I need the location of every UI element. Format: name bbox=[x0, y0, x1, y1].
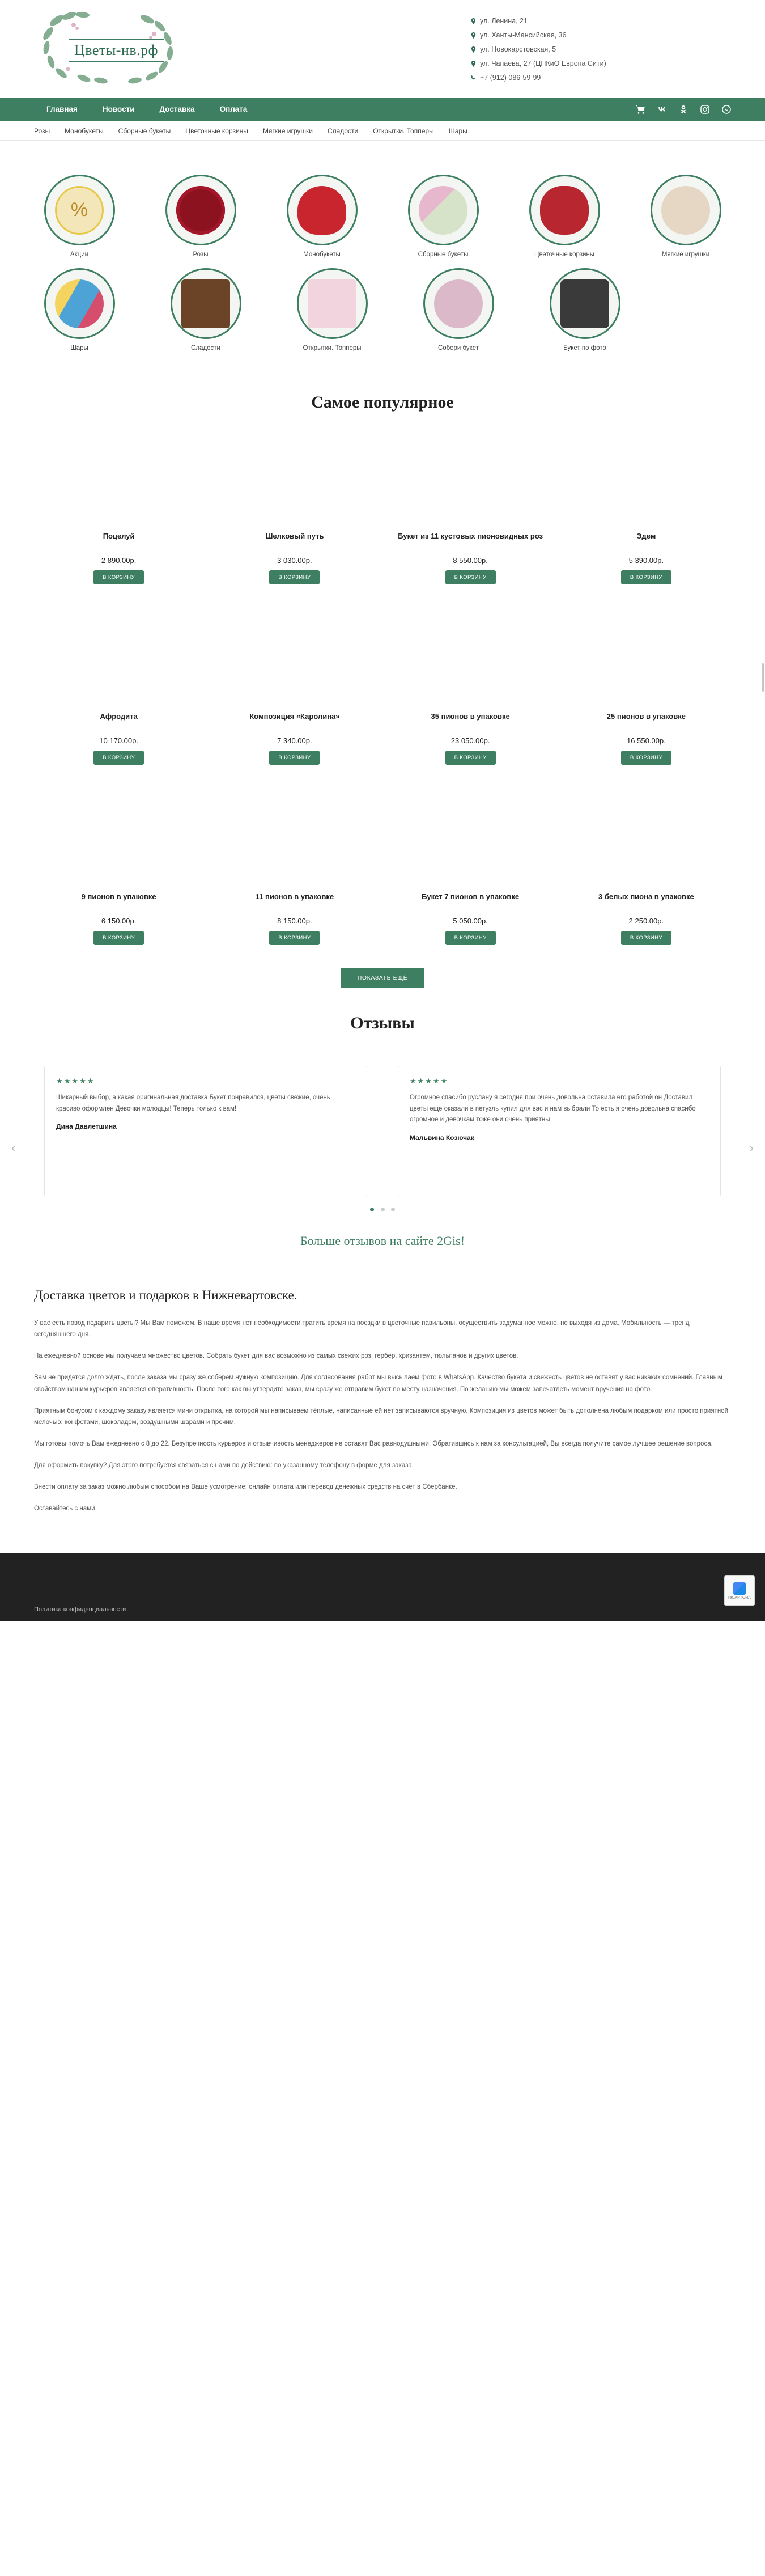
category-label: Сборные букеты bbox=[418, 251, 469, 258]
product-card[interactable] bbox=[210, 784, 379, 945]
subnav-item-monobouquets[interactable]: Монобукеты bbox=[65, 126, 104, 135]
address-row bbox=[470, 60, 731, 67]
product-card[interactable] bbox=[210, 604, 379, 765]
product-price: 2 250.00р. bbox=[628, 917, 664, 925]
build-bouquet-icon bbox=[423, 268, 494, 339]
subnav-item-soft-toys[interactable]: Мягкие игрушки bbox=[262, 126, 313, 135]
review-text: Огромное спасибо руслану я сегодня при очень довольна оставила его работой он Доставил цветы еще оказали в петузль купил для вас и нам выбрали То есть я очень довольна спасибо огромное и девочкам тоже они очень приятны bbox=[410, 1094, 696, 1124]
nav-link-payment[interactable]: Оплата bbox=[219, 105, 248, 113]
subnav-item-mixed-bouquets[interactable]: Сборные букеты bbox=[118, 126, 171, 135]
mixed-glyph bbox=[419, 186, 468, 235]
subnav-item-cards-toppers[interactable]: Открытки. Топперы bbox=[373, 126, 434, 135]
add-to-cart-button[interactable]: В КОРЗИНУ bbox=[94, 751, 144, 765]
category-label: Цветочные корзины bbox=[534, 251, 595, 258]
category-tile-balloons[interactable] bbox=[34, 268, 125, 351]
teddy-bear-icon bbox=[651, 175, 721, 245]
reviews-section bbox=[0, 1039, 765, 1248]
review-card bbox=[398, 1066, 721, 1196]
map-pin-icon bbox=[470, 32, 477, 39]
category-tile-photo-bouquet[interactable] bbox=[539, 268, 630, 351]
main-navigation bbox=[0, 98, 765, 121]
map-pin-icon bbox=[470, 61, 477, 67]
product-name: Афродита bbox=[100, 712, 138, 721]
nav-item-news[interactable] bbox=[90, 98, 147, 121]
product-price: 5 390.00р. bbox=[628, 556, 664, 565]
add-to-cart-button[interactable]: В КОРЗИНУ bbox=[445, 570, 496, 584]
category-tile-promotions[interactable] bbox=[34, 175, 125, 258]
category-tile-build-bouquet[interactable] bbox=[413, 268, 504, 351]
vk-icon[interactable] bbox=[657, 105, 666, 114]
seo-paragraph: На ежедневной основе мы получаем множество цветов. Собрать букет для вас возможно из самых свежих роз, гербер, хризантем, тюльпанов и других цветов. bbox=[34, 1353, 518, 1360]
photo-bouquet-icon bbox=[550, 268, 620, 339]
product-price: 10 170.00р. bbox=[99, 736, 138, 745]
balloons-icon bbox=[44, 268, 115, 339]
greeting-card-icon bbox=[297, 268, 368, 339]
seo-paragraph: Приятным бонусом к каждому заказу является мини открытка, на которой мы написываем тёплые, написанные ей нет записываются вручную. Композиция из цветов может быть дополнена любым подарком или просто приятной мелочью: конфетами, шоколадом, воздушными шарами и прочим. bbox=[34, 1407, 728, 1426]
rating-stars: ★★★★★ bbox=[56, 1077, 95, 1085]
address-text: ул. Новокарстовская, 5 bbox=[480, 45, 556, 53]
product-row bbox=[34, 423, 731, 604]
show-more-button[interactable]: ПОКАЗАТЬ ЕЩЁ bbox=[341, 968, 425, 988]
bouquet-glyph bbox=[298, 186, 346, 235]
product-card[interactable] bbox=[386, 784, 555, 945]
seo-paragraph: Для оформить покупку? Для этого потребуется связаться с нами по действию: по указанному телефону в форме для заказа. bbox=[34, 1462, 414, 1469]
category-row-1 bbox=[34, 175, 731, 258]
flower-basket-icon bbox=[529, 175, 600, 245]
category-tile-monobouquets[interactable] bbox=[277, 175, 367, 258]
product-price: 7 340.00р. bbox=[277, 736, 312, 745]
add-to-cart-button[interactable]: В КОРЗИНУ bbox=[269, 570, 320, 584]
seo-paragraph: Внести оплату за заказ можно любым способом на Ваше усмотрение: онлайн оплата или перевод денежных средств на счёт в Сбербанке. bbox=[34, 1484, 457, 1491]
product-name: Букет 7 пионов в упаковке bbox=[422, 892, 520, 901]
product-card[interactable] bbox=[34, 784, 203, 945]
reviews-carousel bbox=[34, 1066, 731, 1196]
category-label: Монобукеты bbox=[303, 251, 341, 258]
main-nav-list bbox=[34, 98, 260, 121]
add-to-cart-button[interactable]: В КОРЗИНУ bbox=[94, 570, 144, 584]
add-to-cart-button[interactable]: В КОРЗИНУ bbox=[445, 931, 496, 945]
product-price: 3 030.00р. bbox=[277, 556, 312, 565]
subnav-item-balloons[interactable]: Шары bbox=[448, 126, 468, 135]
nav-item-payment[interactable] bbox=[207, 98, 260, 121]
review-card bbox=[44, 1066, 367, 1196]
carousel-dot[interactable] bbox=[370, 1208, 374, 1211]
percent-badge-icon bbox=[44, 175, 115, 245]
card-glyph bbox=[308, 279, 356, 328]
top-bar bbox=[0, 0, 765, 98]
reviews-next-arrow[interactable]: › bbox=[749, 1141, 754, 1155]
category-tile-cards-toppers[interactable] bbox=[287, 268, 377, 351]
twogis-reviews-link[interactable]: Больше отзывов на сайте 2Gis! bbox=[300, 1234, 465, 1248]
scrollbar-track[interactable] bbox=[762, 0, 765, 2576]
address-text: ул. Ленина, 21 bbox=[480, 17, 528, 25]
product-name: Шелковый путь bbox=[265, 532, 324, 540]
product-card[interactable] bbox=[34, 604, 203, 765]
scrollbar-thumb[interactable] bbox=[762, 663, 764, 692]
logo-text: Цветы-нв.рф bbox=[69, 39, 164, 62]
product-name: 11 пионов в упаковке bbox=[255, 892, 334, 901]
product-price: 2 890.00р. bbox=[101, 556, 137, 565]
nav-link-news[interactable]: Новости bbox=[102, 105, 135, 113]
add-to-cart-button[interactable]: В КОРЗИНУ bbox=[445, 751, 496, 765]
percent-glyph: % bbox=[55, 186, 104, 235]
category-tiles bbox=[0, 141, 765, 367]
add-to-cart-button[interactable]: В КОРЗИНУ bbox=[94, 931, 144, 945]
category-label: Открытки. Топперы bbox=[303, 345, 362, 351]
basket-glyph bbox=[540, 186, 589, 235]
seo-paragraph: У вас есть повод подарить цветы? Мы Вам поможем. В наше время нет необходимости тратить время на поездки в цветочные павильоны, осуществить задуманное можно, не выходя из дома. Мобильность — тренд сегодняшнего дня. bbox=[34, 1320, 690, 1338]
category-label: Мягкие игрушки bbox=[661, 251, 710, 258]
seo-heading: Доставка цветов и подарков в Нижневартовске. bbox=[34, 1288, 298, 1302]
product-row bbox=[34, 604, 731, 784]
address-row bbox=[470, 17, 731, 25]
nav-icon-group bbox=[636, 105, 731, 114]
product-card[interactable] bbox=[386, 604, 555, 765]
category-label: Сладости bbox=[191, 345, 220, 351]
product-card[interactable] bbox=[210, 423, 379, 584]
subnav-item-flower-baskets[interactable]: Цветочные корзины bbox=[185, 126, 248, 135]
bear-glyph bbox=[661, 186, 710, 235]
whatsapp-icon[interactable] bbox=[722, 105, 731, 114]
nav-link-delivery[interactable]: Доставка bbox=[159, 105, 195, 113]
add-to-cart-button[interactable]: В КОРЗИНУ bbox=[621, 570, 672, 584]
rating-stars: ★★★★★ bbox=[410, 1077, 449, 1085]
category-tile-mixed-bouquets[interactable] bbox=[398, 175, 488, 258]
category-navigation bbox=[0, 121, 765, 141]
show-more-wrapper bbox=[34, 968, 731, 988]
category-row-2 bbox=[34, 268, 731, 351]
product-grid bbox=[0, 418, 765, 988]
address-row bbox=[470, 45, 731, 53]
carousel-dot[interactable] bbox=[391, 1208, 395, 1211]
photo-glyph bbox=[560, 279, 609, 328]
product-price: 23 050.00р. bbox=[450, 736, 490, 745]
contact-list bbox=[470, 8, 731, 88]
add-to-cart-button[interactable]: В КОРЗИНУ bbox=[269, 931, 320, 945]
category-tile-roses[interactable] bbox=[155, 175, 246, 258]
recaptcha-badge[interactable] bbox=[724, 1575, 755, 1606]
odnoklassniki-icon[interactable] bbox=[679, 105, 688, 114]
add-to-cart-button[interactable]: В КОРЗИНУ bbox=[621, 931, 672, 945]
recaptcha-icon bbox=[733, 1582, 746, 1595]
privacy-policy-link[interactable]: Политика конфиденциальности bbox=[34, 1606, 126, 1613]
page-title-popular: Самое популярное bbox=[311, 393, 454, 412]
map-pin-icon bbox=[470, 46, 477, 53]
cart-icon[interactable] bbox=[636, 105, 645, 114]
seo-text-block bbox=[0, 1254, 765, 1553]
product-card[interactable] bbox=[562, 784, 731, 945]
review-author: Мальвина Козючак bbox=[410, 1133, 474, 1142]
map-pin-icon bbox=[470, 18, 477, 24]
recaptcha-label: reCAPTCHA bbox=[728, 1595, 751, 1600]
site-logo[interactable] bbox=[34, 8, 198, 93]
category-tile-flower-baskets[interactable] bbox=[519, 175, 610, 258]
review-text: Шикарный выбор, а какая оригинальная доставка Букет понравился, цветы свежие, очень красиво оформлен Девочки молодцы! Теперь только к вам! bbox=[56, 1094, 330, 1112]
product-price: 5 050.00р. bbox=[453, 917, 488, 925]
category-label: Собери букет bbox=[437, 345, 479, 351]
subnav-item-roses[interactable]: Розы bbox=[34, 126, 50, 135]
seo-paragraph: Вам не придется долго ждать, после заказа мы сразу же соберем нужную композицию. Для согласования работ мы высылаем фото в WhatsApp. Качество букета и свежесть цветов не оставят у вас никаких сомнений. Главным свойством нашим курьеров является оперативность. После того как вы утвердите заказ, мы сразу же отправим букет по месту назначения. По желанию мы можем запечатлеть момент вручения на фото. bbox=[34, 1374, 722, 1393]
subnav-item-sweets[interactable]: Сладости bbox=[327, 126, 359, 135]
product-price: 16 550.00р. bbox=[627, 736, 666, 745]
seo-paragraph: Мы готовы помочь Вам ежедневно с 8 до 22. Безупречность курьеров и отзывчивость менеджеров не оставят Вас равнодушными. Обратившись к нам за консультацией, Вы всегда получите самое лучшее решение вопроса. bbox=[34, 1440, 713, 1447]
seo-paragraph: Оставайтесь с нами bbox=[34, 1505, 95, 1512]
chocolate-box-icon bbox=[171, 268, 241, 339]
product-card[interactable] bbox=[562, 604, 731, 765]
product-name: Букет из 11 кустовых пионовидных роз bbox=[398, 532, 543, 540]
phone-icon bbox=[470, 75, 477, 81]
category-label: Шары bbox=[70, 345, 88, 351]
product-price: 8 150.00р. bbox=[277, 917, 312, 925]
single-bouquet-icon bbox=[287, 175, 358, 245]
product-name: 35 пионов в упаковке bbox=[431, 712, 510, 721]
twogis-link-wrapper bbox=[34, 1234, 731, 1248]
carousel-dot[interactable] bbox=[381, 1208, 385, 1211]
address-text: ул. Чапаева, 27 (ЦПКиО Европа Сити) bbox=[480, 60, 606, 67]
product-card[interactable] bbox=[386, 423, 555, 584]
product-row bbox=[34, 784, 731, 964]
category-tile-soft-toys[interactable] bbox=[640, 175, 731, 258]
nav-item-delivery[interactable] bbox=[147, 98, 207, 121]
roses-glyph bbox=[176, 186, 225, 235]
site-footer bbox=[0, 1553, 765, 1621]
category-label: Розы bbox=[193, 251, 209, 258]
review-author: Дина Давлетшина bbox=[56, 1122, 117, 1131]
add-to-cart-button[interactable]: В КОРЗИНУ bbox=[621, 751, 672, 765]
product-card[interactable] bbox=[34, 423, 203, 584]
red-roses-icon bbox=[165, 175, 236, 245]
phone-row[interactable] bbox=[470, 74, 731, 82]
category-label: Акции bbox=[70, 251, 89, 258]
address-text: ул. Ханты-Мансийская, 36 bbox=[480, 31, 567, 39]
carousel-dots bbox=[34, 1204, 731, 1213]
phone-text: +7 (912) 086-59-99 bbox=[480, 74, 541, 82]
product-name: 3 белых пиона в упаковке bbox=[598, 892, 694, 901]
instagram-icon[interactable] bbox=[700, 105, 709, 114]
sweets-glyph bbox=[181, 279, 230, 328]
nav-item-home[interactable] bbox=[34, 98, 90, 121]
category-label: Букет по фото bbox=[563, 345, 606, 351]
reviews-prev-arrow[interactable]: ‹ bbox=[11, 1141, 16, 1155]
product-name: Поцелуй bbox=[103, 532, 135, 540]
product-card[interactable] bbox=[562, 423, 731, 584]
product-price: 8 550.00р. bbox=[453, 556, 488, 565]
category-tile-sweets[interactable] bbox=[160, 268, 251, 351]
product-price: 6 150.00р. bbox=[101, 917, 137, 925]
nav-link-home[interactable]: Главная bbox=[46, 105, 78, 113]
add-to-cart-button[interactable]: В КОРЗИНУ bbox=[269, 751, 320, 765]
page-title-reviews: Отзывы bbox=[350, 1014, 415, 1032]
address-row bbox=[470, 31, 731, 39]
product-name: 25 пионов в упаковке bbox=[606, 712, 686, 721]
product-name: Композиция «Каролина» bbox=[249, 712, 340, 721]
product-name: Эдем bbox=[636, 532, 656, 540]
balloons-glyph bbox=[55, 279, 104, 328]
mixed-bouquet-icon bbox=[408, 175, 479, 245]
build-glyph bbox=[434, 279, 483, 328]
product-name: 9 пионов в упаковке bbox=[81, 892, 156, 901]
